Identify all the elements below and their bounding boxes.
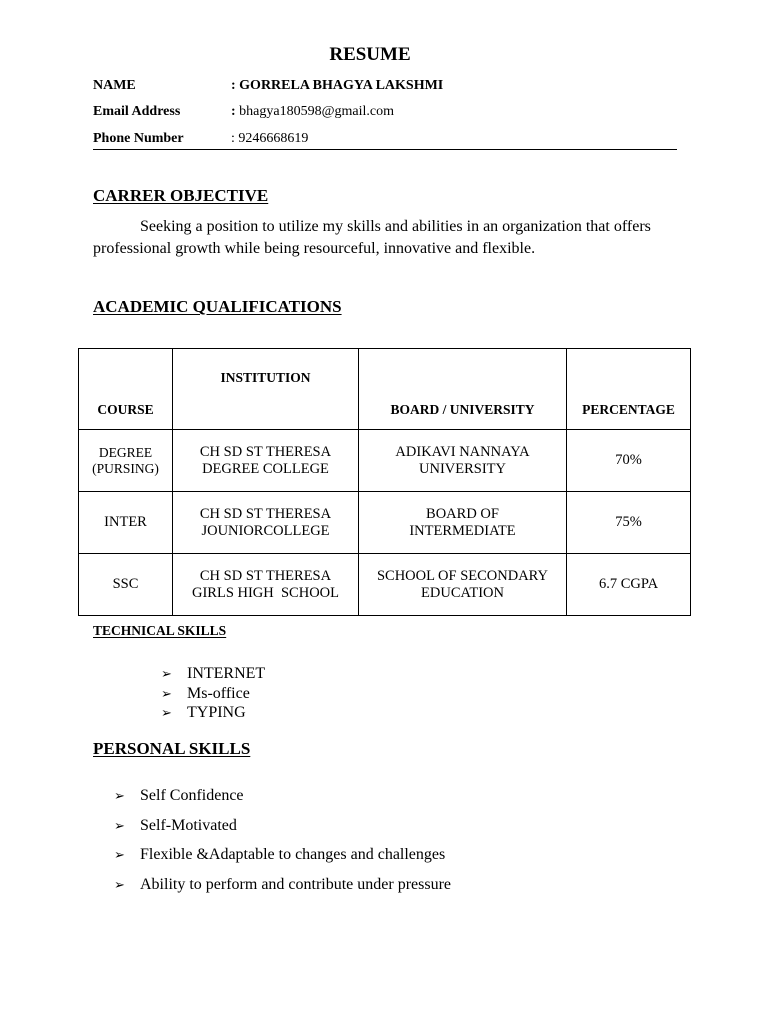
personal-skills-heading: PERSONAL SKILLS <box>93 739 251 758</box>
board-line: ADIKAVI NANNAYA <box>395 443 530 460</box>
institution-line: CH SD ST THERESA <box>199 443 332 460</box>
arrow-bullet-icon: ➢ <box>114 847 125 862</box>
technical-skills-heading: TECHNICAL SKILLS <box>93 623 227 638</box>
list-item <box>114 870 451 900</box>
name-value: : GORRELA BHAGYA LAKSHMI <box>231 78 444 93</box>
list-item <box>161 684 265 704</box>
personal-skills-list <box>114 781 451 899</box>
institution-cell <box>173 492 359 554</box>
list-item <box>114 811 451 841</box>
arrow-bullet-icon: ➢ <box>114 817 125 833</box>
technical-skills-list <box>161 664 265 723</box>
board-line: SCHOOL OF SECONDARY <box>376 567 549 584</box>
course-line: DEGREE <box>98 445 153 460</box>
qualifications-table <box>78 348 691 616</box>
institution-line: DEGREE COLLEGE <box>202 460 329 477</box>
list-item <box>114 781 451 811</box>
list-item-text: Flexible &Adaptable to changes and challenges <box>140 846 446 863</box>
arrow-bullet-icon: ➢ <box>161 685 172 701</box>
header-divider <box>93 149 677 150</box>
arrow-bullet-icon: ➢ <box>114 788 125 803</box>
board-line: BOARD OF <box>426 505 499 522</box>
percentage-cell: 75% <box>567 492 691 554</box>
board-cell <box>359 430 567 492</box>
academic-heading: ACADEMIC QUALIFICATIONS <box>93 297 342 316</box>
column-header-course: COURSE <box>79 349 173 430</box>
institution-line: JOUNIORCOLLEGE <box>201 522 330 539</box>
column-header-percentage: PERCENTAGE <box>567 349 691 430</box>
objective-heading: CARRER OBJECTIVE <box>93 186 269 205</box>
column-header-institution: INSTITUTION <box>173 349 359 430</box>
board-line: EDUCATION <box>421 584 504 601</box>
institution-cell <box>173 430 359 492</box>
page-title: RESUME <box>329 44 411 65</box>
list-item <box>114 840 451 870</box>
institution-cell <box>173 554 359 616</box>
email-value-wrap <box>231 104 394 120</box>
course-cell: INTER <box>79 492 173 554</box>
column-header-board: BOARD / UNIVERSITY <box>359 349 567 430</box>
phone-label: Phone Number <box>93 131 184 146</box>
table-row <box>79 430 691 492</box>
board-line: UNIVERSITY <box>419 460 506 477</box>
course-cell <box>79 430 173 492</box>
email-colon: : <box>231 104 236 119</box>
arrow-bullet-icon: ➢ <box>161 705 172 720</box>
arrow-bullet-icon: ➢ <box>161 666 172 681</box>
list-item-text: TYPING <box>187 704 246 721</box>
table-row <box>79 554 691 616</box>
list-item-text: Ability to perform and contribute under pressure <box>140 875 452 893</box>
board-cell <box>359 492 567 554</box>
table-row <box>79 492 691 554</box>
phone-value: : 9246668619 <box>231 131 309 146</box>
institution-line: GIRLS HIGH SCHOOL <box>191 584 340 601</box>
objective-text: Seeking a position to utilize my skills and abilities in an organization that offers professional growth while being resourceful, innovative and flexible. <box>93 218 651 257</box>
list-item-text: Self-Motivated <box>140 816 237 834</box>
list-item-text: INTERNET <box>187 665 266 682</box>
table-header-row <box>79 349 691 430</box>
list-item-text: Self Confidence <box>140 787 244 804</box>
institution-line: CH SD ST THERESA <box>199 567 332 584</box>
email-value[interactable]: bhagya180598@gmail.com <box>239 104 394 119</box>
name-label: NAME <box>93 78 136 93</box>
institution-line: CH SD ST THERESA <box>199 505 332 522</box>
list-item <box>161 664 265 684</box>
list-item-text: Ms-office <box>187 684 250 702</box>
arrow-bullet-icon: ➢ <box>114 876 125 892</box>
list-item <box>161 703 265 723</box>
course-cell: SSC <box>79 554 173 616</box>
percentage-cell: 70% <box>567 430 691 492</box>
percentage-cell: 6.7 CGPA <box>567 554 691 616</box>
course-line: (PURSING) <box>92 461 159 476</box>
board-line: INTERMEDIATE <box>409 522 516 539</box>
email-label: Email Address <box>93 104 181 119</box>
board-cell <box>359 554 567 616</box>
